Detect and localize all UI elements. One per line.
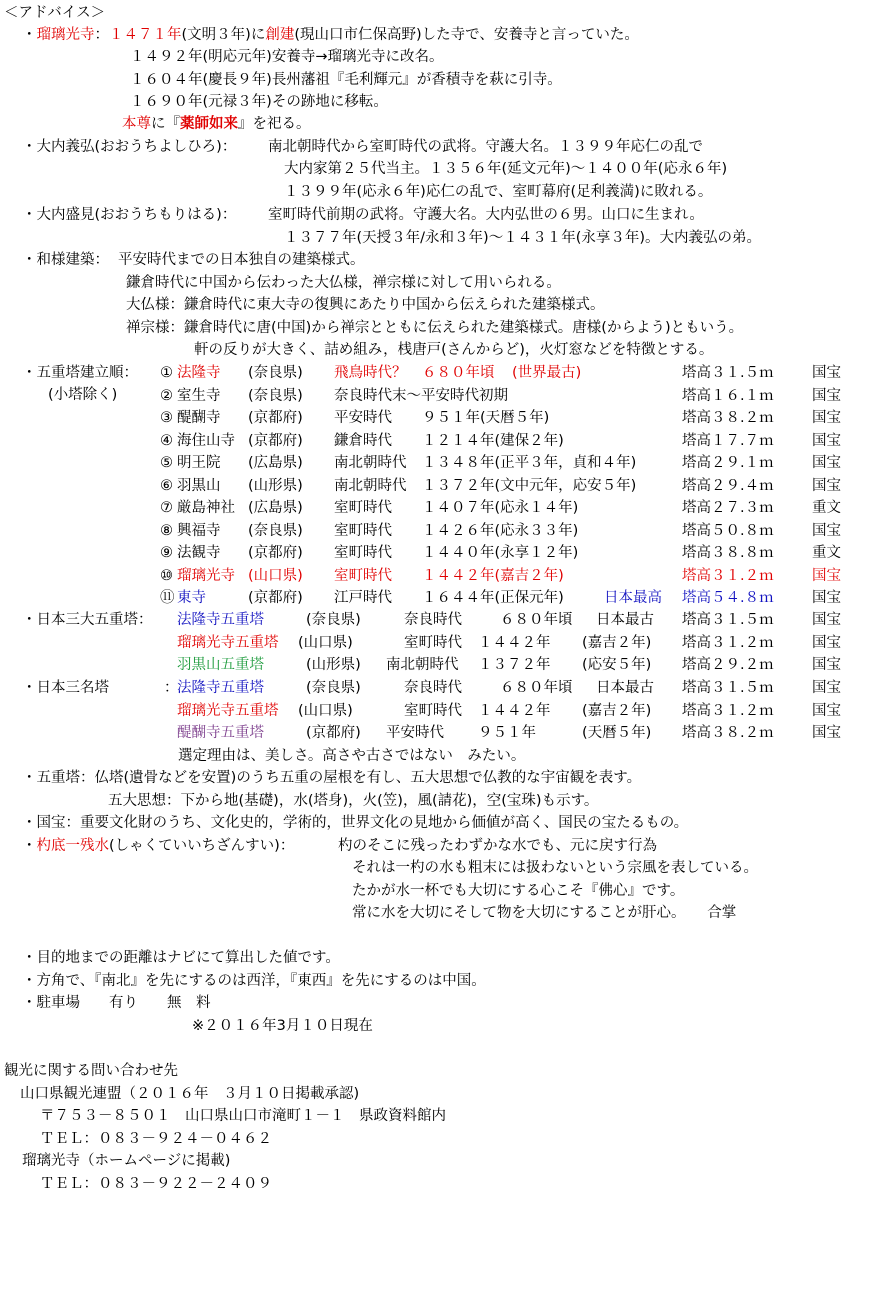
row-status: 国宝 xyxy=(812,455,841,471)
row-prefecture: (京都府) xyxy=(248,410,303,426)
row-height: 塔高１７.７ｍ xyxy=(682,433,774,449)
honzon-mid: に『 xyxy=(151,116,180,132)
row-era: 奈良時代 xyxy=(404,680,462,696)
row-year: ６８０年頃 xyxy=(500,680,573,696)
row-prefecture: (山口県) xyxy=(298,703,353,719)
yoshihiro-line: １３９９年(応永６年)応仁の乱で、室町幕府(足利義満)に敗れる。 xyxy=(284,184,713,200)
colon: ： xyxy=(94,27,109,43)
daibutsu-line: 大仏様：鎌倉時代に東大寺の復興にあたり中国から伝えられた建築様式。 xyxy=(126,297,605,313)
row-status: 重文 xyxy=(812,500,841,516)
famous3-label: ・日本三名塔 xyxy=(22,680,109,696)
wayou-label: ・和様建築： xyxy=(22,252,109,268)
row-era: 飛鳥時代？ xyxy=(334,365,407,381)
row-year: １４４０年(永享１２年) xyxy=(422,545,579,561)
row-note: (天暦５年) xyxy=(582,725,652,741)
row-note: 日本最高 xyxy=(604,590,662,606)
wayou-line: 鎌倉時代に中国から伝わった大仏様，禅宗様に対して用いられる。 xyxy=(126,275,561,291)
row-year: １４２６年(応永３３年) xyxy=(422,523,579,539)
zenshu-line: 禅宗様：鎌倉時代に唐(中国)から禅宗とともに伝えられた建築様式。唐様(からよう)ともいう。 xyxy=(126,320,744,336)
row-status: 国宝 xyxy=(812,568,841,584)
row-pagoda-name: 羽黒山五重塔 xyxy=(177,657,264,673)
row-temple-name: 法隆寺 xyxy=(177,365,221,381)
row-prefecture: (山口県) xyxy=(298,635,353,651)
row-height: 塔高５４.８ｍ xyxy=(682,590,774,606)
row-prefecture: (京都府) xyxy=(306,725,361,741)
row-status: 国宝 xyxy=(812,657,841,673)
row-note: (嘉吉２年) xyxy=(582,703,652,719)
morimi-line: 室町時代前期の武将。守護大名。大内弘世の６男。山口に生まれ。 xyxy=(268,207,704,223)
row-year: ６８０年頃 xyxy=(500,612,573,628)
row-era: 室町時代 xyxy=(334,545,392,561)
row-status: 国宝 xyxy=(812,635,841,651)
row-number: ① xyxy=(160,365,173,381)
yoshihiro-line: 南北朝時代から室町時代の武将。守護大名。１３９９年応仁の乱で xyxy=(268,139,703,155)
kokuhou-line: ・国宝：重要文化財のうち、文化史的，学術的，世界文化の見地から価値が高く、国民の宝たるもの。 xyxy=(22,815,689,831)
shakutei-line: 杓のそこに残ったわずかな水でも、元に戻す行為 xyxy=(338,838,657,854)
row-year: １３７２年 xyxy=(478,657,551,673)
row-height: 塔高３８.２ｍ xyxy=(682,725,774,741)
row-height: 塔高２９.２ｍ xyxy=(682,657,774,673)
row-number: ② xyxy=(160,388,173,404)
row-note: (嘉吉２年) xyxy=(582,635,652,651)
row-year: ９５１年 xyxy=(478,725,536,741)
note-line: ・方角で、『南北』を先にするのは西洋，『東西』を先にするのは中国。 xyxy=(22,973,486,989)
honzon-label: 本尊 xyxy=(122,116,151,132)
shakutei-label xyxy=(22,835,294,857)
row-temple-name: 法観寺 xyxy=(177,545,221,561)
row-temple-name: 羽黒山 xyxy=(177,478,221,494)
history-line: １６０４年(慶長９年)長州藩祖『毛利輝元』が香積寺を萩に引寺。 xyxy=(130,72,562,88)
temple-intro-rest: (現山口市仁保高野)した寺で、安養寺と言っていた。 xyxy=(294,27,639,43)
row-era: 南北朝時代 xyxy=(334,478,407,494)
row-height: 塔高３１.５ｍ xyxy=(682,612,774,628)
big3-label: ・日本三大五重塔： xyxy=(22,612,153,628)
row-height: 塔高３１.５ｍ xyxy=(682,680,774,696)
row-height: 塔高３１.５ｍ xyxy=(682,365,774,381)
contact-tel-2: ＴＥＬ：０８３－９２２－２４０９ xyxy=(40,1176,272,1192)
row-pagoda-name: 法隆寺五重塔 xyxy=(177,680,264,696)
row-pagoda-name: 法隆寺五重塔 xyxy=(177,612,264,628)
row-prefecture: (奈良県) xyxy=(306,612,361,628)
yoshihiro-label: ・大内義弘(おおうちよしひろ)： xyxy=(22,139,237,155)
row-height: 塔高２９.１ｍ xyxy=(682,455,774,471)
row-note: 日本最古 xyxy=(596,612,654,628)
founding-year: １４７１年 xyxy=(109,27,182,43)
note-line: ・目的地までの距離はナビにて算出した値です。 xyxy=(22,950,340,966)
wayou-line: 平安時代までの日本独自の建築様式。 xyxy=(118,252,365,268)
yoshihiro-line: 大内家第２５代当主。１３５６年(延文元年)～１４００年(応永６年) xyxy=(284,161,728,177)
honzon-line xyxy=(122,113,311,135)
row-pagoda-name: 醍醐寺五重塔 xyxy=(177,725,264,741)
row-prefecture: (山形県) xyxy=(248,478,303,494)
bullet: ・ xyxy=(22,27,37,43)
founding-era: (文明３年)に xyxy=(181,27,266,43)
row-pagoda-name: 瑠璃光寺五重塔 xyxy=(177,703,279,719)
row-prefecture: (京都府) xyxy=(248,590,303,606)
row-prefecture: (広島県) xyxy=(248,455,303,471)
row-era: 南北朝時代 xyxy=(334,455,407,471)
row-prefecture: (山形県) xyxy=(306,657,361,673)
row-prefecture: (奈良県) xyxy=(306,680,361,696)
history-line: １４９２年(明応元年)安養寺→瑠璃光寺に改名。 xyxy=(130,49,444,65)
row-height: 塔高３１.２ｍ xyxy=(682,568,774,584)
row-temple-name: 瑠璃光寺 xyxy=(177,568,235,584)
row-number: ⑩ xyxy=(160,568,173,584)
row-status: 国宝 xyxy=(812,410,841,426)
row-temple-name: 厳島神社 xyxy=(177,500,235,516)
godai-line: 五大思想：下から地(基礎)，水(塔身)，火(笠)，風(請花)，空(宝珠)も示す。 xyxy=(108,793,599,809)
row-status: 国宝 xyxy=(812,388,841,404)
row-number: ④ xyxy=(160,433,173,449)
row-era: 平安時代 xyxy=(334,410,392,426)
row-status: 国宝 xyxy=(812,725,841,741)
founded-word: 創建 xyxy=(265,27,295,43)
row-year: １４４２年 xyxy=(478,635,551,651)
row-height: 塔高１６.１ｍ xyxy=(682,388,774,404)
shakutei-line: 常に水を大切にそして物を大切にすることが肝心。 合掌 xyxy=(352,905,737,921)
shakutei-line: それは一杓の水も粗末には扱わないという宗風を表している。 xyxy=(352,860,758,876)
row-era: 奈良時代末～平安時代初期 xyxy=(334,388,508,404)
row-year: １４４２年 xyxy=(478,703,551,719)
row-number: ⑤ xyxy=(160,455,173,471)
row-prefecture: (京都府) xyxy=(248,433,303,449)
temple-intro-line xyxy=(22,24,639,46)
shakutei-line: たかが水一杯でも大切にする心こそ『佛心』です。 xyxy=(352,883,685,899)
row-status: 重文 xyxy=(812,545,841,561)
shakutei-term: 杓底一残水 xyxy=(36,838,109,854)
row-height: 塔高２９.４ｍ xyxy=(682,478,774,494)
history-line: １６９０年(元禄３年)その跡地に移転。 xyxy=(130,94,388,110)
honzon-name: 薬師如来 xyxy=(180,116,238,132)
row-prefecture: (京都府) xyxy=(248,545,303,561)
row-era: 鎌倉時代 xyxy=(334,433,392,449)
row-height: 塔高５０.８ｍ xyxy=(682,523,774,539)
row-number: ⑪ xyxy=(160,590,175,606)
contact-org-1: 山口県観光連盟（２０１６年 ３月１０日掲載承認) xyxy=(20,1086,360,1102)
morimi-label: ・大内盛見(おおうちもりはる)： xyxy=(22,207,237,223)
advice-header: ＜アドバイス＞ xyxy=(4,5,106,21)
contact-address-1: 〒７５３－８５０１ 山口県山口市滝町１－１ 県政資料館内 xyxy=(40,1108,446,1124)
row-temple-name: 興福寺 xyxy=(177,523,221,539)
row-year: ６８０年頃 xyxy=(422,365,495,381)
shakutei-reading: (しゃくていいちざんすい)： xyxy=(109,838,295,854)
contact-tel-1: ＴＥＬ：０８３－９２４－０４６２ xyxy=(40,1131,272,1147)
row-era: 室町時代 xyxy=(334,523,392,539)
row-status: 国宝 xyxy=(812,365,841,381)
row-era: 平安時代 xyxy=(386,725,444,741)
row-temple-name: 室生寺 xyxy=(177,388,221,404)
row-prefecture: (奈良県) xyxy=(248,523,303,539)
row-era: 室町時代 xyxy=(404,703,462,719)
contact-title: 観光に関する問い合わせ先 xyxy=(4,1063,178,1079)
gojunotou-line: ・五重塔：仏塔(遺骨などを安置)のうち五重の屋根を有し、五大思想で仏教的な宇宙観を表す。 xyxy=(22,770,642,786)
row-era: 南北朝時代 xyxy=(386,657,459,673)
temple-name: 瑠璃光寺 xyxy=(36,27,95,43)
zenshu-line-2: 軒の反りが大きく、詰め組み，桟唐戸(さんからど)，火灯窓などを特徴とする。 xyxy=(194,342,714,358)
row-height: 塔高３８.８ｍ xyxy=(682,545,774,561)
row-note: 日本最古 xyxy=(596,680,654,696)
row-era: 江戸時代 xyxy=(334,590,392,606)
row-status: 国宝 xyxy=(812,612,841,628)
as-of-date: ※２０１６年3月１０日現在 xyxy=(192,1018,373,1034)
row-number: ⑥ xyxy=(160,478,173,494)
row-era: 室町時代 xyxy=(334,568,392,584)
morimi-line: １３７７年(天授３年/永和３年)～１４３１年(永享３年)。大内義弘の弟。 xyxy=(284,230,762,246)
row-status: 国宝 xyxy=(812,680,841,696)
famous3-reason: 選定理由は、美しさ。高さや古さではない みたい。 xyxy=(178,748,526,764)
row-status: 国宝 xyxy=(812,478,841,494)
row-temple-name: 醍醐寺 xyxy=(177,410,221,426)
pagoda-order-label: ・五重塔建立順： xyxy=(22,365,138,381)
parking-line: ・駐車場 有り 無 料 xyxy=(22,995,211,1011)
row-temple-name: 海住山寺 xyxy=(177,433,235,449)
row-year: １３４８年(正平３年，貞和４年) xyxy=(422,455,637,471)
row-height: 塔高２７.３ｍ xyxy=(682,500,774,516)
row-era: 室町時代 xyxy=(404,635,462,651)
famous3-colon: ： xyxy=(164,680,179,696)
row-number: ⑨ xyxy=(160,545,173,561)
row-prefecture: (奈良県) xyxy=(248,388,303,404)
honzon-end: 』を祀る。 xyxy=(238,116,311,132)
row-temple-name: 明王院 xyxy=(177,455,221,471)
bullet: ・ xyxy=(22,838,37,854)
row-height: 塔高３１.２ｍ xyxy=(682,703,774,719)
row-prefecture: (奈良県) xyxy=(248,365,303,381)
row-prefecture: (山口県) xyxy=(248,568,303,584)
row-height: 塔高３１.２ｍ xyxy=(682,635,774,651)
pagoda-order-sublabel: (小塔除く) xyxy=(48,387,118,403)
row-year: ９５１年(天暦５年) xyxy=(422,410,550,426)
row-status: 国宝 xyxy=(812,433,841,449)
row-year: １６４４年(正保元年) xyxy=(422,590,564,606)
row-status: 国宝 xyxy=(812,590,841,606)
row-year: １４０７年(応永１４年) xyxy=(422,500,579,516)
row-year: １４４２年(嘉吉２年) xyxy=(422,568,564,584)
row-prefecture: (広島県) xyxy=(248,500,303,516)
row-era: 奈良時代 xyxy=(404,612,462,628)
row-year: １２１４年(建保２年) xyxy=(422,433,564,449)
row-number: ③ xyxy=(160,410,173,426)
row-year: １３７２年(文中元年，応安５年) xyxy=(422,478,637,494)
contact-org-2: 瑠璃光寺（ホームページに掲載) xyxy=(22,1153,231,1169)
row-number: ⑧ xyxy=(160,523,173,539)
row-note: (応安５年) xyxy=(582,657,652,673)
row-number: ⑦ xyxy=(160,500,173,516)
row-pagoda-name: 瑠璃光寺五重塔 xyxy=(177,635,279,651)
row-temple-name: 東寺 xyxy=(177,590,206,606)
row-era: 室町時代 xyxy=(334,500,392,516)
row-status: 国宝 xyxy=(812,703,841,719)
row-note: (世界最古) xyxy=(512,365,582,381)
row-status: 国宝 xyxy=(812,523,841,539)
row-height: 塔高３８.２ｍ xyxy=(682,410,774,426)
